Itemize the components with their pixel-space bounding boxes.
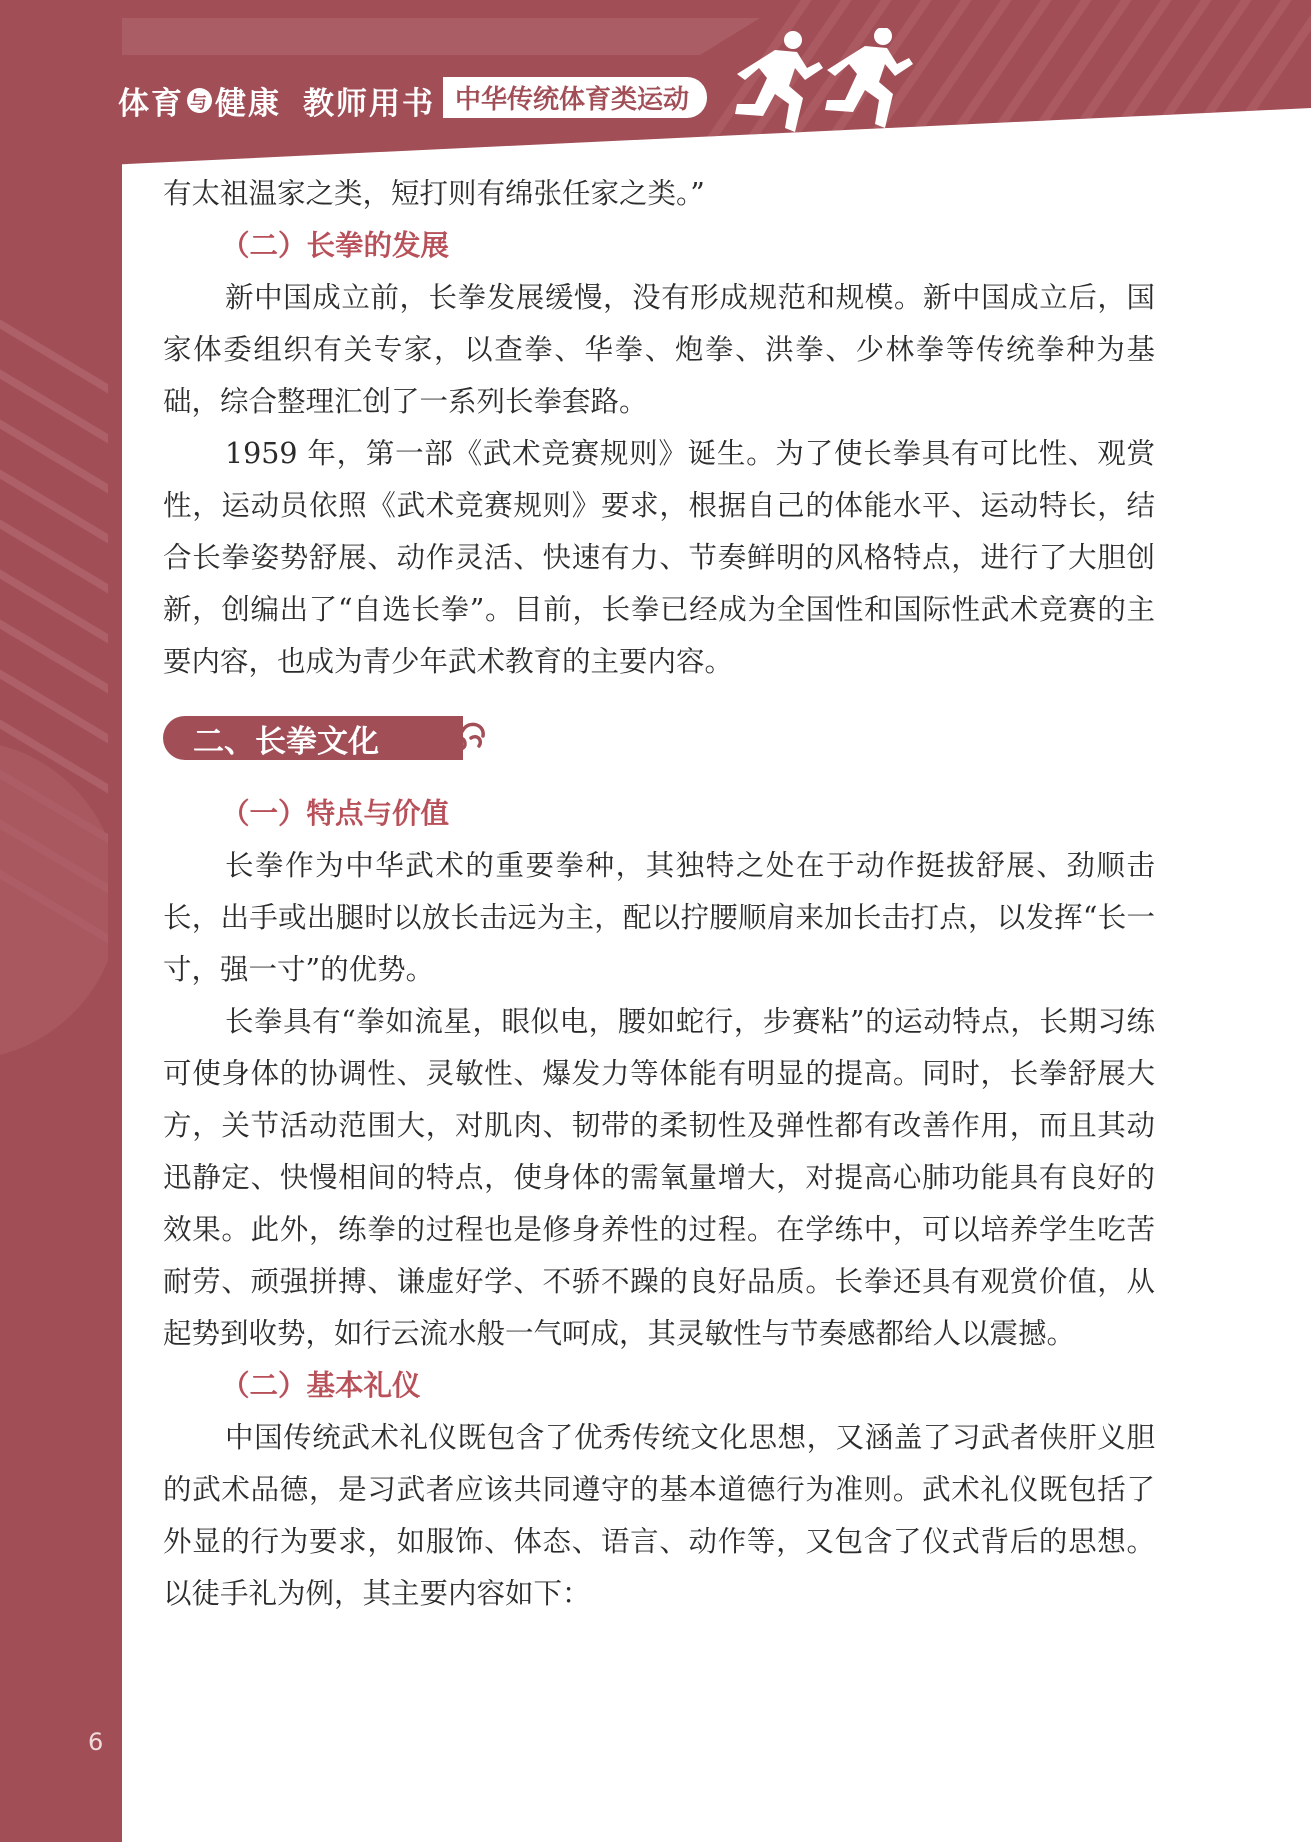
left-sidebar [0, 0, 122, 1842]
subheading-development: （二）长拳的发展 [221, 229, 450, 262]
subheading-etiquette: （二）基本礼仪 [221, 1369, 421, 1402]
section-heading-block [163, 716, 1155, 768]
runner-icon [715, 28, 915, 138]
title-badge: 与 [187, 88, 212, 113]
book-title [118, 78, 435, 123]
paragraph: 长拳具有“拳如流星，眼似电，腰如蛇行，步赛粘”的运动特点，长期习练可使身体的协调性、灵敏性、爆发力等体能有明显的提高。同时，长拳舒展大方，关节活动范围大，对肌肉、韧带的柔韧性及弹性都有改善作用，而且其动迅静定、快慢相间的特点，使身体的需氧量增大，对提高心肺功能具有良好的效果。此外，练拳的过程也是修身养性的过程。在学练中，可以培养学生吃苦耐劳、顽强拼搏、谦虚好学、不骄不躁的良好品质。长拳还具有观赏价值，从起势到收势，如行云流水般一气呵成，其灵敏性与节奏感都给人以震撼。 [163, 1005, 1155, 1350]
title-part-health: 健康 [215, 86, 281, 122]
subheading-features: （一）特点与价值 [221, 797, 450, 830]
paragraph: 1959 年，第一部《武术竞赛规则》诞生。为了使长拳具有可比性、观赏性，运动员依照《武术竞赛规则》要求，根据自己的体能水平、运动特长，结合长拳姿势舒展、动作灵活、快速有力、节奏鲜明的风格特点，进行了大胆创新，创编出了“自选长拳”。目前，长拳已经成为全国性和国际性武术竞赛的主要内容，也成为青少年武术教育的主要内容。 [163, 437, 1155, 678]
paragraph: 长拳作为中华武术的重要拳种，其独特之处在于动作挺拔舒展、劲顺击长，出手或出腿时以放长击远为主，配以拧腰顺肩来加长击打点，以发挥“长一寸，强一寸”的优势。 [163, 849, 1155, 986]
paragraph: 新中国成立前，长拳发展缓慢，没有形成规范和规模。新中国成立后，国家体委组织有关专家，以查拳、华拳、炮拳、洪拳、少林拳等传统拳种为基础，综合整理汇创了一系列长拳套路。 [163, 281, 1155, 418]
page-number: 6 [88, 1728, 104, 1756]
section-heading: 二、长拳文化 [163, 716, 463, 760]
title-part-sports: 体育 [118, 86, 184, 122]
chapter-tag: 中华传统体育类运动 [443, 77, 707, 118]
cloud-ornament-icon [425, 712, 487, 762]
main-content [163, 168, 1155, 1620]
paragraph: 有太祖温家之类，短打则有绵张任家之类。” [163, 177, 705, 210]
paragraph: 中国传统武术礼仪既包含了优秀传统文化思想，又涵盖了习武者侠肝义胆的武术品德，是习武者应该共同遵守的基本道德行为准则。武术礼仪既包括了外显的行为要求，如服饰、体态、语言、动作等，又包含了仪式背后的思想。以徒手礼为例，其主要内容如下： [163, 1421, 1155, 1610]
title-part-teacher-book: 教师用书 [303, 86, 435, 122]
